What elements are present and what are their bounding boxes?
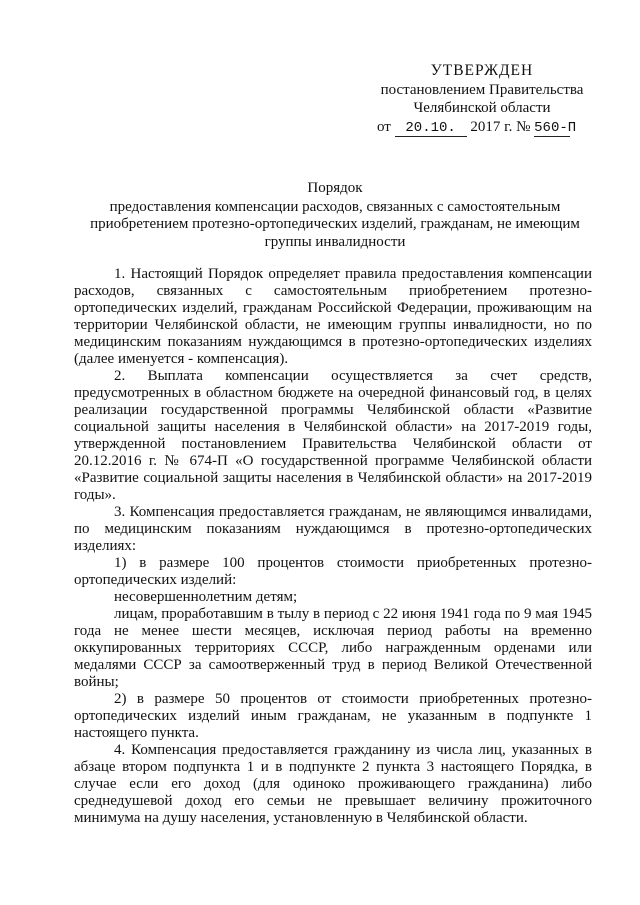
approval-date-line bbox=[372, 118, 592, 137]
paragraph-3: 3. Компенсация предоставляется гражданам, не являющимся инвалидами, по медицинским показаниям нуждающимся в протезно-ортопедических изделиях: bbox=[74, 504, 592, 554]
approval-line-1: постановлением Правительства bbox=[380, 82, 584, 98]
document-heading bbox=[80, 180, 590, 251]
approval-title: УТВЕРЖДЕН bbox=[430, 62, 534, 79]
heading-title: Порядок bbox=[307, 180, 363, 196]
date-prefix: от bbox=[377, 119, 391, 135]
document-number: 560-П bbox=[534, 120, 577, 136]
year-text: 2017 г. № bbox=[470, 119, 531, 135]
heading-line-1: предоставления компенсации расходов, связанных с самостоятельным bbox=[109, 198, 561, 215]
approval-line-2: Челябинской области bbox=[413, 100, 551, 116]
subpoint-1-minors: несовершеннолетним детям; bbox=[114, 589, 298, 605]
document-body bbox=[74, 266, 592, 827]
subpoint-1: 1) в размере 100 процентов стоимости приобретенных протезно-ортопедических изделий: bbox=[74, 555, 592, 588]
heading-line-3: группы инвалидности bbox=[264, 233, 406, 250]
date-value: 20.10. bbox=[395, 121, 467, 137]
paragraph-4: 4. Компенсация предоставляется гражданину из числа лиц, указанных в абзаце втором подпункта 1 и в подпункте 2 пункта 3 настоящего Порядка, в случае если его доход (для одиноко проживающего гражданина) либо среднедушевой доход его семьи не превышает величину прожиточного минимума на душу населения, установленную в Челябинской области. bbox=[74, 742, 592, 826]
subpoint-2: 2) в размере 50 процентов от стоимости приобретенных протезно-ортопедических изделий иным гражданам, не указанным в подпункте 1 настоящего пункта. bbox=[74, 691, 592, 741]
approval-stamp bbox=[372, 62, 592, 137]
heading-line-2: приобретением протезно-ортопедических изделий, гражданам, не имеющим bbox=[90, 216, 580, 232]
paragraph-2: 2. Выплата компенсации осуществляется за счет средств, предусмотренных в областном бюджете на очередной финансовый год, в целях реализации государственной программы Челябинской области «Развитие социальной защиты населения в Челябинской области» на 2017-2019 годы, утвержденной постановлением Правительства Челябинской области от 20.12.2016 г. № 674-П «О государственной программе Челябинской области «Развитие социальной защиты населения в Челябинской области» на 2017-2019 годы». bbox=[74, 368, 592, 503]
subpoint-1-home-front: лицам, проработавшим в тылу в период с 22 июня 1941 года по 9 мая 1945 года не менее шести месяцев, исключая период работы на временно оккупированных территориях СССР, либо награжденным орденами или медалями СССР за самоотверженный труд в период Великой Отечественной войны; bbox=[74, 606, 592, 690]
paragraph-1: 1. Настоящий Порядок определяет правила предоставления компенсации расходов, связанных с самостоятельным приобретением протезно-ортопедических изделий, гражданам Российской Федерации, проживающим на территории Челябинской области, не имеющим группы инвалидности, но по медицинским показаниям нуждающимся в протезно-ортопедических изделиях (далее именуется - компенсация). bbox=[74, 266, 592, 367]
